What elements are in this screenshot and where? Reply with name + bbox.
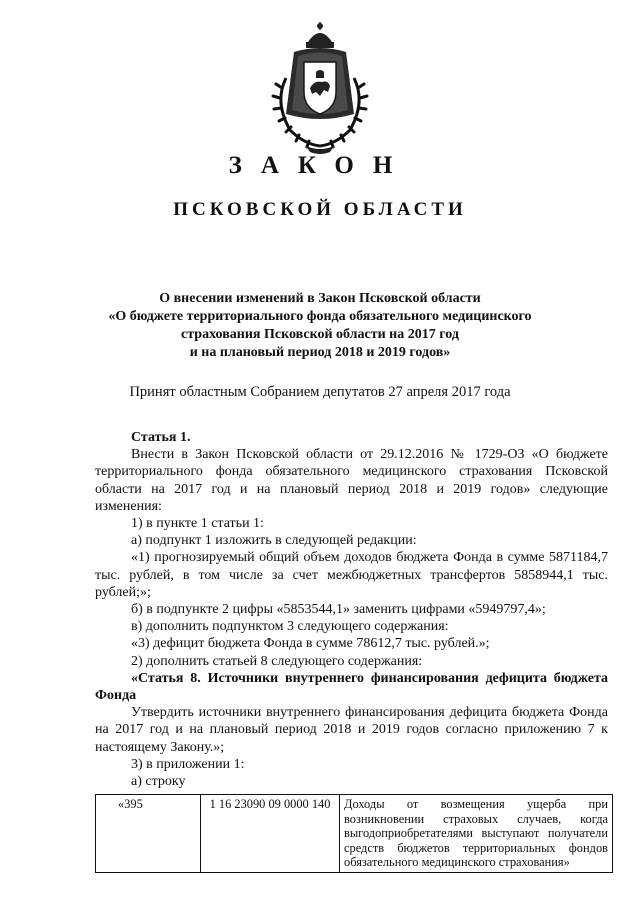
- paragraph: «1) прогнозируемый общий объем доходов бюджета Фонда в сумме 5871184,7 тыс. рублей, в том числе за счет межбюджетных трансфертов 5858944,1 тыс. рублей;»;: [95, 550, 608, 600]
- law-body: [95, 429, 608, 790]
- amendment-table: [95, 794, 613, 873]
- pskov-oblast-coat-of-arms-icon: [268, 22, 372, 154]
- law-heading: [100, 290, 540, 362]
- heading-line: и на плановый период 2018 и 2019 годов»: [189, 345, 451, 360]
- table-cell-code: «395: [96, 795, 201, 873]
- heading-line: О внесении изменений в Закон Псковской области: [159, 291, 481, 306]
- paragraph: а) подпункт 1 изложить в следующей редакции:: [131, 533, 417, 549]
- table-cell-description: Доходы от возмещения ущерба при возникновении страховых случаев, когда выгодоприобретателями выступают получатели средств бюджетов территориальных фондов обязательного медицинского страхования»: [340, 795, 613, 873]
- article-8-title: «Статья 8. Источники внутреннего финансирования дефицита бюджета Фонда: [95, 670, 608, 704]
- law-region: ПСКОВСКОЙ ОБЛАСТИ: [173, 199, 467, 220]
- paragraph: Утвердить источники внутреннего финансирования дефицита бюджета Фонда на 2017 год и на плановый период 2018 и 2019 годов согласно приложению 7 к настоящему Закону.»;: [95, 705, 608, 755]
- article-title: Статья 1.: [131, 430, 191, 445]
- paragraph: а) строку: [131, 774, 186, 790]
- paragraph: 3) в приложении 1:: [131, 756, 245, 772]
- table-cell-kbk: 1 16 23090 09 0000 140: [201, 795, 340, 873]
- paragraph: Внести в Закон Псковской области от 29.12.2016 № 1729-ОЗ «О бюджете территориального фонда обязательного медицинского страхования Псковской области на 2017 год и на плановый период 2018 и 2019 годов» следующие изменения:: [95, 447, 608, 514]
- adoption-note: Принят областным Собранием депутатов 27 апреля 2017 года: [129, 384, 511, 400]
- law-title: ЗАКОН: [228, 152, 412, 179]
- paragraph: в) дополнить подпунктом 3 следующего содержания:: [131, 619, 449, 635]
- paragraph: 2) дополнить статьей 8 следующего содержания:: [131, 653, 423, 669]
- paragraph: б) в подпункте 2 цифры «5853544,1» заменить цифрами «5949797,4»;: [131, 602, 546, 618]
- paragraph: «3) дефицит бюджета Фонда в сумме 78612,7 тыс. рублей.»;: [131, 636, 490, 652]
- table-row: [96, 795, 613, 873]
- paragraph: 1) в пункте 1 статьи 1:: [131, 516, 264, 532]
- heading-line: «О бюджете территориального фонда обязательного медицинского: [108, 309, 532, 324]
- heading-line: страхования Псковской области на 2017 год: [181, 327, 459, 342]
